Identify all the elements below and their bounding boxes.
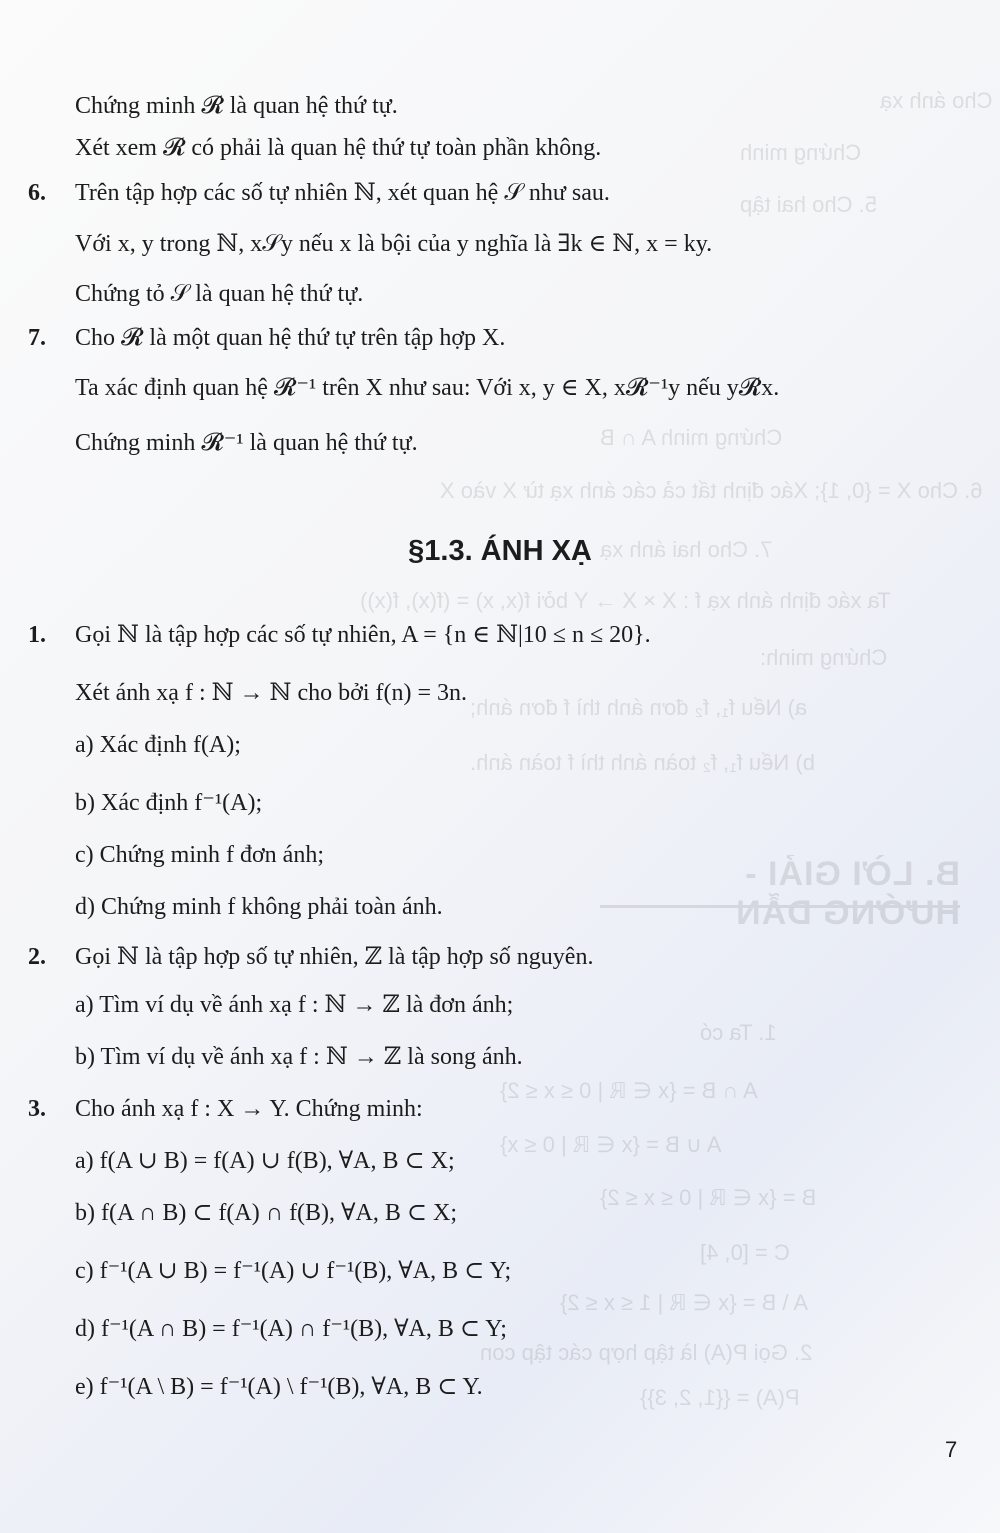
text-line: d) Chứng minh f không phải toàn ánh. — [75, 894, 443, 920]
text-line: Xét xem 𝓡 có phải là quan hệ thứ tự toàn phần không. — [75, 135, 602, 161]
show-through-background: Cho ánh xạ Chứng minh 5. Cho hai tập Chứng minh A ∩ B 6. Cho X = {0, 1}; Xác định tất cả các ánh xạ từ X vào X 7. Cho hai ánh xạ Ta xác định ánh xạ f : X × X → Y bởi f(x, x) = (f(x), f(x)) Chứng minh: a) Nếu f₁, f₂ đơn ánh thì f đơn ánh; b) Nếu f₁, f₂ toàn ánh thì f toàn ánh. B. LỜI GIẢI - HƯỚNG DẪN 1. Ta có A ∩ B = {x ∈ ℝ | 0 ≤ x ≤ 2} A ∪ B = {x ∈ ℝ | 0 ≤ x} B = {x ∈ ℝ | 0 ≤ x ≤ 2} C = [0, 4] A \ B = {x ∈ ℝ | 1 ≤ x ≤ 2} 2. Gọi P(A) là tập hợp các tập con P(A) = {{1, 2, 3}} — [360, 88, 993, 1410]
exercise-number: 1. — [28, 622, 46, 648]
text-line: a) Xác định f(A); — [75, 732, 241, 758]
text-line: Ta xác định quan hệ 𝓡⁻¹ trên X như sau: Với x, y ∈ X, x𝓡⁻¹y nếu y𝓡x. — [75, 375, 780, 401]
exercise-number: 6. — [28, 180, 46, 206]
text-line: d) f⁻¹(A ∩ B) = f⁻¹(A) ∩ f⁻¹(B), ∀A, B ⊂ Y; — [75, 1316, 507, 1342]
text-line: a) f(A ∪ B) = f(A) ∪ f(B), ∀A, B ⊂ X; — [75, 1148, 455, 1174]
section-title: §1.3. ÁNH XẠ — [408, 535, 592, 567]
text-line: b) Tìm ví dụ về ánh xạ f : ℕ → ℤ là song ánh. — [75, 1044, 523, 1070]
page-number: 7 — [945, 1437, 958, 1462]
text-line: Cho ánh xạ f : X → Y. Chứng minh: — [75, 1096, 423, 1122]
text-line: Cho 𝓡 là một quan hệ thứ tự trên tập hợp X. — [75, 325, 506, 351]
text-line: Gọi ℕ là tập hợp số tự nhiên, ℤ là tập hợp số nguyên. — [75, 944, 594, 970]
text-line: Gọi ℕ là tập hợp các số tự nhiên, A = {n ∈ ℕ|10 ≤ n ≤ 20}. — [75, 622, 651, 648]
text-line: Trên tập hợp các số tự nhiên ℕ, xét quan hệ 𝒮 như sau. — [75, 180, 610, 206]
exercise-number: 2. — [28, 944, 46, 970]
text-line: b) Xác định f⁻¹(A); — [75, 790, 263, 816]
text-line: c) Chứng minh f đơn ánh; — [75, 842, 324, 868]
exercise-number: 7. — [28, 325, 46, 351]
exercise-number: 3. — [28, 1096, 46, 1122]
text-line: a) Tìm ví dụ về ánh xạ f : ℕ → ℤ là đơn ánh; — [75, 992, 514, 1018]
text-line: Chứng minh 𝓡⁻¹ là quan hệ thứ tự. — [75, 430, 418, 456]
text-line: Chứng minh 𝓡 là quan hệ thứ tự. — [75, 93, 398, 119]
text-line: c) f⁻¹(A ∪ B) = f⁻¹(A) ∪ f⁻¹(B), ∀A, B ⊂ Y; — [75, 1258, 512, 1284]
text-line: b) f(A ∩ B) ⊂ f(A) ∩ f(B), ∀A, B ⊂ X; — [75, 1200, 457, 1226]
text-line: Xét ánh xạ f : ℕ → ℕ cho bởi f(n) = 3n. — [75, 680, 468, 706]
text-line: Chứng tỏ 𝒮 là quan hệ thứ tự. — [75, 281, 364, 307]
text-line: Với x, y trong ℕ, x𝒮y nếu x là bội của y nghĩa là ∃k ∈ ℕ, x = ky. — [75, 231, 713, 257]
text-line: e) f⁻¹(A \ B) = f⁻¹(A) \ f⁻¹(B), ∀A, B ⊂ Y. — [75, 1374, 483, 1400]
